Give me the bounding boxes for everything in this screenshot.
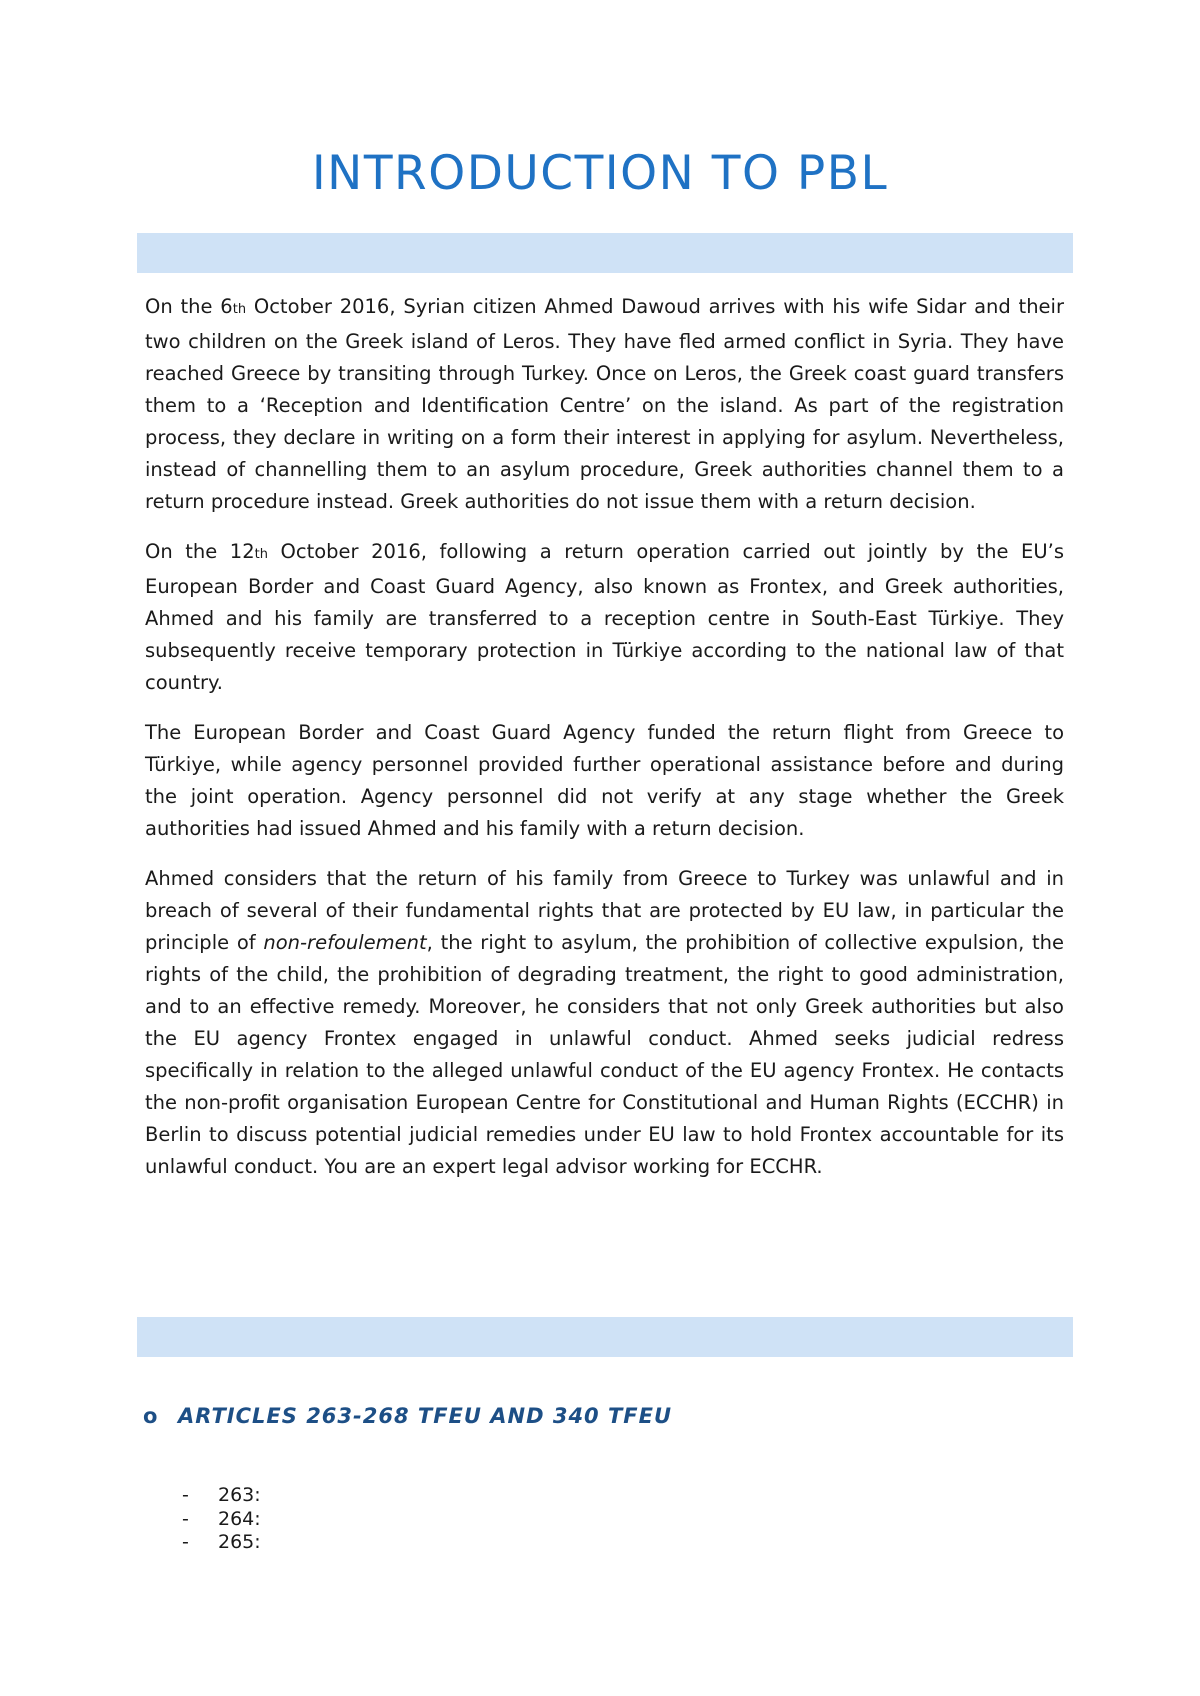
section-heading — [143, 1404, 672, 1428]
ordinal-suffix: th — [232, 302, 247, 317]
ordinal-suffix: th — [254, 547, 268, 562]
list-item-label: 264: — [218, 1507, 261, 1530]
list-item — [182, 1484, 261, 1508]
page-title: INTRODUCTION TO PBL — [311, 146, 889, 201]
paragraph-2-start: On the 12 — [145, 540, 255, 563]
emphasis-non-refoulement: non-refoulement — [263, 931, 427, 954]
paragraph-1 — [145, 291, 1064, 518]
dash-icon: - — [182, 1531, 189, 1553]
paragraph-4 — [145, 863, 1064, 1183]
dash-icon: - — [182, 1507, 189, 1530]
paragraph-2-rest: October 2016, following a return operation carried out jointly by the EU’s European Border and Coast Guard Agency, also known as Frontex, and Greek authorities, Ahmed and his family are transferred to a reception centre in South-East Türkiye. They subsequently receive temporary protection in Türkiye according to the national law of that country. — [145, 540, 1064, 694]
case-description — [145, 291, 1064, 1201]
list-item-label: 263: — [218, 1484, 261, 1506]
paragraph-4-start: Ahmed considers that the return of his family from Greece to Turkey was unlawful and in breach of several of their fundamental rights that are protected by EU law, in particular the principle of — [145, 867, 1064, 954]
paragraph-2 — [145, 536, 1064, 699]
footer-band — [137, 1317, 1073, 1357]
section-heading-text: ARTICLES 263-268 TFEU AND 340 TFEU — [178, 1404, 673, 1428]
circle-bullet-icon: o — [143, 1404, 159, 1428]
header-band — [137, 233, 1073, 273]
dash-icon: - — [182, 1484, 189, 1506]
paragraph-1-start: On the 6 — [145, 295, 233, 318]
paragraph-4-rest: , the right to asylum, the prohibition of collective expulsion, the rights of the child, the prohibition of degrading treatment, the right to good administration, and to an effective remedy. Moreover, he considers that not only Greek authorities but also the EU agency Frontex engaged in unlawful conduct. Ahmed seeks judicial redress specifically in relation to the alleged unlawful conduct of the EU agency Frontex. He contacts the non-profit organisation European Centre for Constitutional and Human Rights (ECCHR) in Berlin to discuss potential judicial remedies under EU law to hold Frontex accountable for its unlawful conduct. You are an expert legal advisor working for ECCHR. — [145, 931, 1065, 1178]
list-item — [182, 1531, 261, 1555]
list-item-label: 265: — [218, 1531, 261, 1553]
list-item — [182, 1508, 261, 1532]
article-list — [182, 1484, 261, 1555]
paragraph-3: The European Border and Coast Guard Agency funded the return flight from Greece to Türkiye, while agency personnel provided further operational assistance before and during the joint operation. Agency personnel did not verify at any stage whether the Greek authorities had issued Ahmed and his family with a return decision. — [145, 721, 1064, 840]
paragraph-1-rest: October 2016, Syrian citizen Ahmed Dawoud arrives with his wife Sidar and their two children on the Greek island of Leros. They have fled armed conflict in Syria. They have reached Greece by transiting through Turkey. Once on Leros, the Greek coast guard transfers them to a ‘Reception and Identification Centre’ on the island. As part of the registration process, they declare in writing on a form their interest in applying for asylum. Nevertheless, instead of channelling them to an asylum procedure, Greek authorities channel them to a return procedure instead. Greek authorities do not issue them with a return decision. — [145, 295, 1064, 513]
